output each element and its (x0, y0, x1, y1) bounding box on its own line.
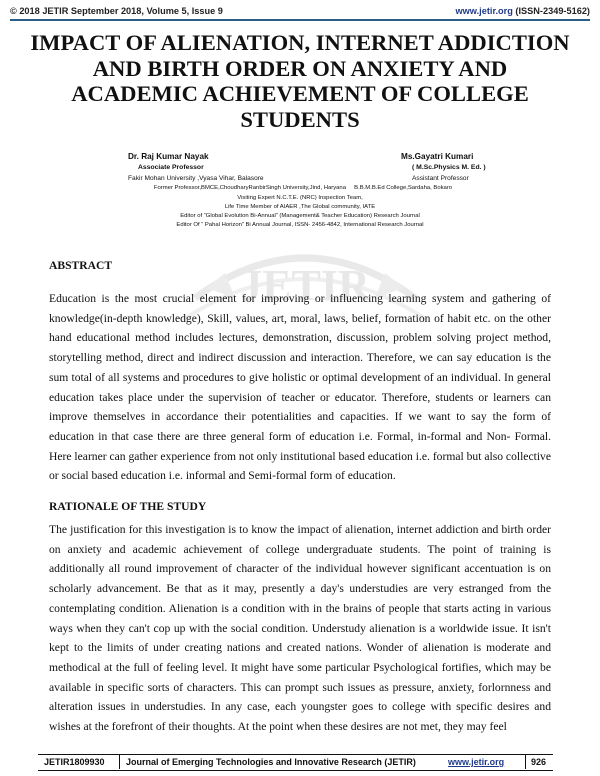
author-2-qualification: ( M.Sc.Physics M. Ed. ) (412, 164, 486, 171)
author-1-affiliation: Fakir Mohan University ,Vyasa Vihar, Balasore (128, 175, 264, 182)
page-number: 926 (531, 757, 547, 767)
footer-top-rule (38, 754, 553, 755)
paper-title: IMPACT OF ALIENATION, INTERNET ADDICTION AND BIRTH ORDER ON ANXIETY AND ACADEMIC ACHIEVEMENT OF COLLEGE STUDENTS (30, 30, 570, 132)
author-1-name: Dr. Raj Kumar Nayak (128, 152, 209, 161)
author-2-name: Ms.Gayatri Kumari (401, 152, 474, 161)
journal-name: Journal of Emerging Technologies and Innovative Research (JETIR) (126, 757, 419, 767)
rationale-body: The justification for this investigation is to know the impact of alienation, internet addiction and birth order on anxiety and academic achievement of college undergraduate students. The point of training is additionally all round improvement of character of the individual however significant accentuation is on scholarly advancement. Be that as it may, presently a day's understudies are very estranged from the contemplating condition. Alienation is a condition with in the brains of people that starts acting in various ways when they can't cop up with the social condition. Understudy alienation is a worldwide issue. It isn't kept to the limits of under creating nations and created nations. Wonder of alienation is moderate and methodical at the full of feeling level. It might have some particular Psychological fortifies, which may be available in specific sorts of characters. This can prompt such issues as pressure, anxiety, forlornness and alteration issues in understudies. In any case, each youngster goes to college with specific desires and wishes at the forefront of their thoughts. At the point when these desires are not met, they may feel (49, 523, 551, 734)
abstract-body: Education is the most crucial element for improving or influencing learning system and gathering of knowledge(in-depth knowledge), Skill, values, art, moral, laws, belief, formation of habit etc. on the other hand educational method includes lectures, demonstration, discussion, problem solving project method, storytelling method, direct and indirect discussion and interaction. Therefore, we can say education is the sum total of all systems and procedures to give holistic or optimal development of an individual. In general education takes place under the supervision of teacher or educator. Therefore, students or learners can improve themselves in accordance their potentialities and capacities. If we want to say the form of education in that case there are three general form of education i.e. Formal, in-formal and Non- Formal. Here learner can gather experience from not only institutional based education i.e. formal but also collective or social based education i.e. informal and Semi-formal form of education. (49, 292, 551, 483)
issn-label: (ISSN-2349-5162) (512, 6, 590, 16)
abstract-heading: ABSTRACT (49, 259, 113, 272)
header-right (456, 6, 590, 16)
author-credential-line: Editor Of “ Pahal Horizon” Bi Annual Journal, ISSN- 2456-4842, International Research Journal (176, 222, 424, 228)
author-2-role: Assistant Professor (412, 175, 469, 182)
journal-issue-label: © 2018 JETIR September 2018, Volume 5, Issue 9 (10, 6, 223, 16)
author-credential-line: Visiting Expert N.C.T.E. (NRC) Inspection Team, (237, 195, 363, 201)
author-1-role: Associate Professor (138, 164, 204, 171)
watermark-text: JETIR (240, 261, 370, 310)
footer-website-link[interactable]: www.jetir.org (448, 757, 505, 767)
author-credential-line: Editor of “Global Evolution Bi-Annual” (Management& Teacher Education) Research Journal (180, 213, 420, 219)
journal-website-link[interactable]: www.jetir.org (455, 6, 513, 16)
header-rule (10, 19, 590, 21)
rationale-heading: RATIONALE OF THE STUDY (49, 500, 207, 513)
paper-id: JETIR1809930 (44, 757, 105, 767)
footer-separator (525, 755, 526, 769)
footer-bottom-rule (38, 770, 553, 771)
author-affiliations-line: Former Professor,BMCE,ChoudharyRanbirSingh University,Jind, Haryana B.B.M.B.Ed College,Sardaha, Bokaro (153, 185, 453, 191)
running-header (10, 6, 590, 20)
author-credential-line: Life Time Member of AIAER ,The Global community, IATE (224, 204, 376, 210)
footer-separator (119, 755, 120, 769)
